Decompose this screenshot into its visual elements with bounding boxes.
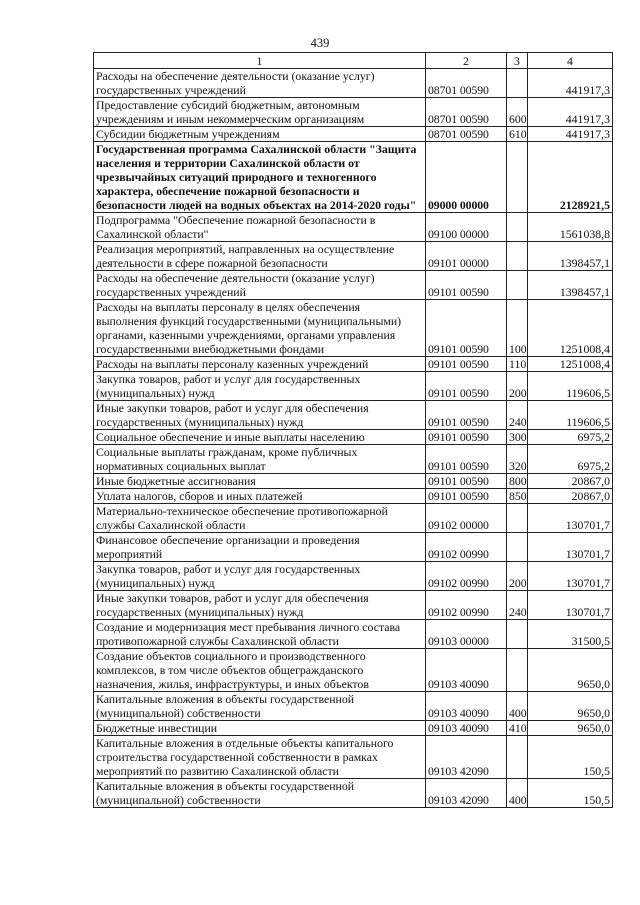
row-target-article: 09103 42090 [426,779,507,808]
row-amount: 2128921,5 [528,142,613,213]
row-amount: 1398457,1 [528,271,613,300]
row-expense-type [507,736,528,779]
row-amount: 6975,2 [528,430,613,445]
table-row [94,213,613,242]
row-description: Финансовое обеспечение организации и проведения мероприятий [94,533,426,562]
row-amount: 130701,7 [528,562,613,591]
table-row [94,504,613,533]
row-target-article: 09101 00590 [426,430,507,445]
row-target-article: 08701 00590 [426,98,507,127]
row-expense-type [507,620,528,649]
row-target-article: 09103 42090 [426,736,507,779]
row-target-article: 09103 00000 [426,620,507,649]
table-row [94,300,613,357]
row-description: Капитальные вложения в объекты государственной (муниципальной) собственности [94,692,426,721]
table-row [94,357,613,372]
table-row [94,721,613,736]
row-amount: 441917,3 [528,98,613,127]
row-description: Создание объектов социального и производственного комплексов, в том числе объектов общегражданского назначения, жилья, инфраструктуры, и иных объектов [94,649,426,692]
row-expense-type: 200 [507,372,528,401]
row-description: Закупка товаров, работ и услуг для государственных (муниципальных) нужд [94,562,426,591]
row-description: Субсидии бюджетным учреждениям [94,127,426,142]
row-amount: 150,5 [528,779,613,808]
row-description: Расходы на обеспечение деятельности (оказание услуг) государственных учреждений [94,271,426,300]
row-expense-type: 100 [507,300,528,357]
table-row [94,779,613,808]
table-row [94,533,613,562]
row-amount: 441917,3 [528,69,613,98]
row-description: Уплата налогов, сборов и иных платежей [94,489,426,504]
row-description: Иные закупки товаров, работ и услуг для обеспечения государственных (муниципальных) нужд [94,591,426,620]
row-description: Капитальные вложения в объекты государственной (муниципальной) собственности [94,779,426,808]
row-expense-type: 600 [507,98,528,127]
row-target-article: 09102 00990 [426,533,507,562]
row-amount: 9650,0 [528,649,613,692]
row-amount: 1251008,4 [528,300,613,357]
row-target-article: 08701 00590 [426,127,507,142]
row-expense-type [507,649,528,692]
table-row [94,271,613,300]
table-row [94,142,613,213]
row-amount: 6975,2 [528,445,613,474]
row-expense-type [507,271,528,300]
row-amount: 31500,5 [528,620,613,649]
table-row [94,620,613,649]
row-amount: 119606,5 [528,372,613,401]
row-amount: 130701,7 [528,591,613,620]
table-row [94,98,613,127]
row-amount: 119606,5 [528,401,613,430]
table-row [94,591,613,620]
table-row [94,430,613,445]
row-amount: 130701,7 [528,533,613,562]
row-description: Создание и модернизация мест пребывания личного состава противопожарной службы Сахалинской области [94,620,426,649]
row-amount: 1561038,8 [528,213,613,242]
row-target-article: 09102 00990 [426,562,507,591]
row-description: Закупка товаров, работ и услуг для государственных (муниципальных) нужд [94,372,426,401]
row-expense-type: 850 [507,489,528,504]
row-target-article: 09102 00990 [426,591,507,620]
row-target-article: 09101 00590 [426,372,507,401]
table-row [94,474,613,489]
row-expense-type [507,142,528,213]
row-amount: 1398457,1 [528,242,613,271]
row-expense-type: 110 [507,357,528,372]
row-description: Социальное обеспечение и иные выплаты населению [94,430,426,445]
row-description: Материально-техническое обеспечение противопожарной службы Сахалинской области [94,504,426,533]
row-description: Капитальные вложения в отдельные объекты капитального строительства государственной собственности в рамках мероприятий по развитию Сахалинской области [94,736,426,779]
row-amount: 441917,3 [528,127,613,142]
column-header-1: 1 [94,53,426,69]
row-expense-type: 610 [507,127,528,142]
row-target-article: 09000 00000 [426,142,507,213]
row-target-article: 09101 00590 [426,474,507,489]
table-row [94,649,613,692]
table-row [94,445,613,474]
column-header-3: 3 [507,53,528,69]
table-row [94,127,613,142]
row-target-article: 09101 00590 [426,357,507,372]
row-expense-type: 240 [507,401,528,430]
row-expense-type [507,69,528,98]
row-expense-type [507,242,528,271]
row-amount: 20867,0 [528,489,613,504]
budget-table [93,52,613,808]
row-target-article: 09101 00590 [426,300,507,357]
row-target-article: 09101 00000 [426,242,507,271]
row-target-article: 09101 00590 [426,489,507,504]
row-description: Расходы на выплаты персоналу казенных учреждений [94,357,426,372]
header-row [94,53,613,69]
row-description: Государственная программа Сахалинской области "Защита населения и территории Сахалинской области от чрезвычайных ситуаций природного и техногенного характера, обеспечение пожарной безопасности и безопасности людей на водных объектах на 2014-2020 годы" [94,142,426,213]
column-header-4: 4 [528,53,613,69]
row-amount: 1251008,4 [528,357,613,372]
table-row [94,372,613,401]
row-expense-type [507,533,528,562]
row-target-article: 09103 40090 [426,692,507,721]
row-expense-type: 300 [507,430,528,445]
row-description: Предоставление субсидий бюджетным, автономным учреждениям и иным некоммерческим организациям [94,98,426,127]
row-expense-type: 200 [507,562,528,591]
row-expense-type: 410 [507,721,528,736]
row-description: Реализация мероприятий, направленных на осуществление деятельности в сфере пожарной безопасности [94,242,426,271]
row-target-article: 09103 40090 [426,721,507,736]
row-expense-type: 320 [507,445,528,474]
row-target-article: 09102 00000 [426,504,507,533]
table-row [94,69,613,98]
row-description: Расходы на выплаты персоналу в целях обеспечения выполнения функций государственными (муниципальными) органами, казенными учреждениями, органами управления государственными внебюджетными фондами [94,300,426,357]
row-amount: 150,5 [528,736,613,779]
row-amount: 9650,0 [528,692,613,721]
table-row [94,242,613,271]
row-description: Иные бюджетные ассигнования [94,474,426,489]
row-amount: 130701,7 [528,504,613,533]
row-amount: 20867,0 [528,474,613,489]
row-target-article: 09103 40090 [426,649,507,692]
row-expense-type: 400 [507,779,528,808]
row-expense-type: 400 [507,692,528,721]
row-description: Социальные выплаты гражданам, кроме публичных нормативных социальных выплат [94,445,426,474]
row-expense-type [507,504,528,533]
table-row [94,692,613,721]
row-description: Расходы на обеспечение деятельности (оказание услуг) государственных учреждений [94,69,426,98]
row-amount: 9650,0 [528,721,613,736]
table-row [94,736,613,779]
page-number: 439 [310,36,330,50]
row-description: Иные закупки товаров, работ и услуг для обеспечения государственных (муниципальных) нужд [94,401,426,430]
row-target-article: 09101 00590 [426,271,507,300]
column-header-2: 2 [426,53,507,69]
row-description: Подпрограмма "Обеспечение пожарной безопасности в Сахалинской области" [94,213,426,242]
row-expense-type: 800 [507,474,528,489]
table-row [94,489,613,504]
row-target-article: 08701 00590 [426,69,507,98]
table-row [94,562,613,591]
row-description: Бюджетные инвестиции [94,721,426,736]
row-target-article: 09100 00000 [426,213,507,242]
row-target-article: 09101 00590 [426,445,507,474]
table-row [94,401,613,430]
row-target-article: 09101 00590 [426,401,507,430]
row-expense-type [507,213,528,242]
row-expense-type: 240 [507,591,528,620]
